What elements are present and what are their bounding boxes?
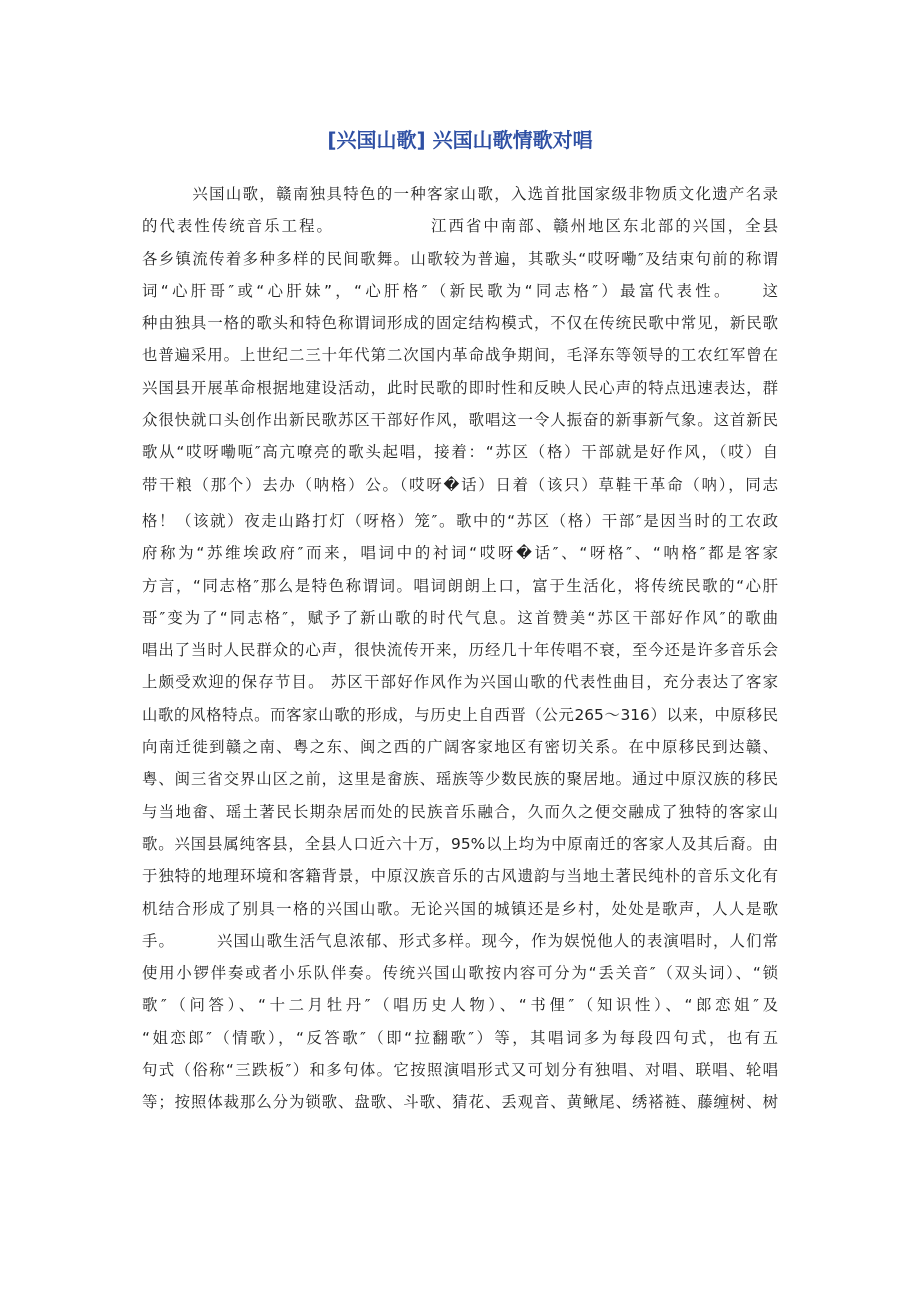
text-line: 机结合形成了别具一格的兴国山歌。无论兴国的城镇还是乡村，处处是歌声，人人是歌 — [142, 899, 778, 918]
text-line: 方言，“同志格″那么是特色称谓词。唱词朗朗上口，富于生活化，将传统民歌的“心肝 — [142, 576, 778, 595]
text-line: 山歌的风格特点。而客家山歌的形成，与历史上自西晋（公元265～316）以来，中原移民 — [142, 705, 778, 724]
text-line: 格！（该就）夜走山路打灯（呀格）笼″。歌中的“苏区（格）干部″是因当时的工农政 — [142, 511, 778, 530]
text-line: 唱出了当时人民群众的心声，很快流传开来，历经几十年传唱不衰，至今还是许多音乐会 — [142, 641, 778, 660]
text-line: 歌。兴国县属纯客县，全县人口近六十万，95%以上均为中原南迁的客家人及其后裔。由 — [142, 834, 778, 853]
text-line: 等；按照体裁那么分为锁歌、盘歌、斗歌、猜花、丢观音、黄鳅尾、绣褡裢、藤缠树、树 — [142, 1093, 778, 1112]
text-line: 句式（俗称“三跌板″）和多句体。它按照演唱形式又可划分有独唱、对唱、联唱、轮唱 — [142, 1061, 778, 1080]
text-line: 带干粮（那个）去办（呐格）公。（哎呀�话）日着（该只）草鞋干革命（呐），同志 — [142, 475, 778, 494]
text-line: 上颇受欢迎的保存节目。 苏区干部好作风作为兴国山歌的代表性曲目，充分表达了客家 — [142, 673, 778, 692]
text-line: “姐恋郎″（情歌），“反答歌″（即“拉翻歌″）等，其唱词多为每段四句式，也有五 — [142, 1028, 778, 1047]
text-line: 哥″变为了“同志格″，赋予了新山歌的时代气息。这首赞美“苏区干部好作风″的歌曲 — [142, 608, 778, 627]
text-line: 各乡镇流传着多种多样的民间歌舞。山歌较为普遍，其歌头“哎呀嘞″及结束句前的称谓 — [142, 249, 778, 268]
text-line: 歌从“哎呀嘞呃″高亢嘹亮的歌头起唱，接着：“苏区（格）干部就是好作风，（哎）自 — [142, 443, 778, 462]
text-line: 粤、闽三省交界山区之前，这里是畲族、瑶族等少数民族的聚居地。通过中原汉族的移民 — [142, 770, 778, 789]
text-line: 兴国县开展革命根据地建设活动，此时民歌的即时性和反映人民心声的特点迅速表达，群 — [142, 378, 778, 397]
text-line: 于独特的地理环境和客籍背景，中原汉族音乐的古风遗韵与当地土著民纯朴的音乐文化有 — [142, 867, 778, 886]
text-line: 与当地畲、瑶土著民长期杂居而处的民族音乐融合，久而久之便交融成了独特的客家山 — [142, 802, 778, 821]
text-line: 使用小锣伴奏或者小乐队伴奏。传统兴国山歌按内容可分为“丢关音″（双头词）、“锁 — [142, 964, 778, 983]
document-body — [142, 178, 778, 1119]
text-line: 众很快就口头创作出新民歌苏区干部好作风，歌唱这一令人振奋的新事新气象。这首新民 — [142, 411, 778, 430]
text-line: 手。 兴国山歌生活气息浓郁、形式多样。现今，作为娱悦他人的表演唱时，人们常 — [142, 931, 778, 950]
text-line: 歌″（问答）、“十二月牡丹″（唱历史人物）、“书俚″（知识性）、“郎恋姐″及 — [142, 996, 778, 1015]
text-line: 也普遍采用。上世纪二三十年代第二次国内革命战争期间，毛泽东等领导的工农红军曾在 — [142, 346, 778, 365]
text-line: 词“心肝哥″或“心肝妹”，“心肝格″（新民歌为“同志格″）最富代表性。 这 — [142, 281, 778, 300]
text-line: 向南迁徙到赣之南、粤之东、闽之西的广阔客家地区有密切关系。在中原移民到达赣、 — [142, 738, 778, 757]
text-line: 府称为“苏维埃政府″而来，唱词中的衬词“哎呀�话″、“呀格″、“呐格″都是客家 — [142, 544, 778, 563]
text-line: 兴国山歌，赣南独具特色的一种客家山歌，入选首批国家级非物质文化遗产名录 — [142, 185, 778, 203]
text-line: 的代表性传统音乐工程。 江西省中南部、赣州地区东北部的兴国，全县 — [142, 217, 778, 236]
text-line: 种由独具一格的歌头和特色称谓词形成的固定结构模式，不仅在传统民歌中常见，新民歌 — [142, 314, 778, 333]
document-title: [兴国山歌] 兴国山歌情歌对唱 — [327, 128, 593, 152]
